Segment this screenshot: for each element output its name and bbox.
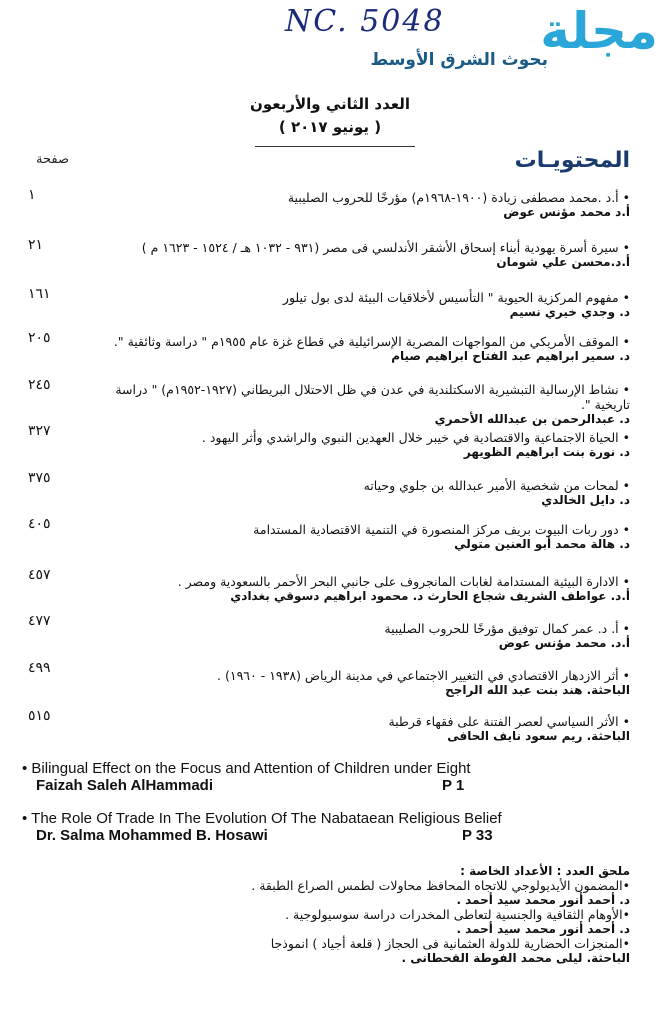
article-title: • الادارة البيئية المستدامة لغابات المانجروف على جانبي البحر الأحمر بالسعودية ومصر .	[177, 574, 630, 589]
article-title: • الموقف الأمريكي من المواجهات المصرية الإسرائيلية في قطاع غزة عام ١٩٥٥م " دراسة وثائقية ".	[113, 334, 630, 349]
article-author: أ.د. عواطف الشريف شجاع الحارث د. محمود ابراهيم دسوقي بغدادي	[230, 589, 630, 603]
article-author: د. نورة بنت ابراهيم الظويهر	[463, 445, 630, 459]
article-page: ٤٩٩	[28, 660, 51, 676]
article-author: د. هالة محمد أبو العنين متولي	[454, 537, 630, 551]
english-article	[22, 810, 642, 847]
bullet-icon: •	[22, 760, 32, 777]
annex-item-author: د. أحمد أنور محمد سيد أحمد .	[456, 922, 630, 936]
annex-item-title: •المضمون الأيديولوجي للاتجاه المحافظ محاولات لطمس الصراع الطبقة .	[251, 878, 630, 893]
article-author: أ.د. محمد مؤنس عوض	[498, 636, 630, 650]
article-author: الباحثة. ريم سعود نايف الحافى	[447, 729, 630, 743]
annex-item-author: الباحثة. ليلى محمد الفوطة القحطانى .	[401, 951, 630, 965]
article-page: ٢٠٥	[28, 330, 51, 346]
english-article-title: The Role Of Trade In The Evolution Of The Nabataean Religious Belief	[31, 810, 502, 827]
article-entry	[110, 240, 630, 269]
article-title: • نشاط الإرسالية التبشيرية الاسكتلندية في عدن في ظل الاحتلال البريطاني (١٩٢٧-١٩٥٢م) " دراسة تاريخية ".	[115, 382, 630, 412]
article-page: ٥١٥	[28, 708, 51, 724]
article-entry	[110, 714, 630, 743]
article-author: الباحثة. هند بنت عبد الله الراجح	[445, 683, 630, 697]
article-page: ٢٤٥	[28, 377, 51, 393]
issue-number: العدد الثاني والأربعون	[250, 95, 410, 113]
article-title: • دور ربات البيوت بريف مركز المنصورة في التنمية الاقتصادية المستدامة	[253, 522, 630, 537]
article-entry	[110, 668, 630, 697]
article-entry	[110, 190, 630, 219]
article-entry	[110, 382, 630, 426]
journal-subtitle: بحوث الشرق الأوسط	[370, 50, 548, 70]
issue-date: ( يونيو ٢٠١٧ )	[278, 118, 382, 136]
annex-heading: ملحق العدد : الأعداد الخاصة :	[460, 864, 630, 878]
article-title: • الحياة الاجتماعية والاقتصادية في خيبر خلال العهدين النبوي والراشدي وأثر اليهود .	[201, 430, 630, 445]
article-page: ٣٧٥	[28, 470, 51, 486]
article-title: • سيرة أسرة يهودية أبناء إسحاق الأشقر الأندلسي فى مصر (٩٣١ - ١٠٣٢ هـ / ١٥٢٤ - ١٦٢٣ م )	[141, 240, 630, 255]
article-title: • أ. د. عمر كمال توفيق مؤرخًا للحروب الصليبية	[384, 621, 630, 636]
article-author: أ.د محمد مؤنس عوض	[503, 205, 630, 219]
article-entry	[110, 478, 630, 507]
article-title: • الأثر السياسي لعصر الفتنة على فقهاء قرطبة	[388, 714, 630, 729]
article-entry	[110, 522, 630, 551]
article-author: أ.د.محسن علي شومان	[496, 255, 630, 269]
article-page: ١٦١	[28, 286, 51, 302]
english-article	[22, 760, 642, 797]
annex-section	[70, 864, 630, 965]
article-author: د. عبدالرحمن بن عبدالله الأحمري	[434, 412, 630, 426]
article-title: • أثر الازدهار الاقتصادي في التغيير الاجتماعي في مدينة الرياض (١٩٣٨ - ١٩٦٠) .	[217, 668, 630, 683]
article-page: ٣٢٧	[28, 423, 51, 439]
article-author: د. وجدي خيري نسيم	[509, 305, 630, 319]
article-entry	[110, 621, 630, 650]
article-entry	[110, 574, 630, 603]
english-article-title: Bilingual Effect on the Focus and Attention of Children under Eight	[31, 760, 471, 777]
article-entry	[110, 430, 630, 459]
english-article-author: Dr. Salma Mohammed B. Hosawi	[36, 827, 268, 844]
article-entry	[110, 290, 630, 319]
english-article-author: Faizah Saleh AlHammadi	[36, 777, 213, 794]
article-entry	[110, 334, 630, 363]
article-title: • مفهوم المركزية الحيوية " التأسيس لأخلاقيات البيئة لدى بول تيلور	[282, 290, 630, 305]
article-page: ٤٧٧	[28, 613, 51, 629]
article-title: • أ.د .محمد مصطفى زيادة (١٩٠٠-١٩٦٨م) مؤرخًا للحروب الصليبية	[287, 190, 630, 205]
bullet-icon: •	[22, 810, 32, 827]
annex-item-author: د. أحمد أنور محمد سيد أحمد .	[456, 893, 630, 907]
article-title: • لمحات من شخصية الأمير عبدالله بن جلوي وحياته	[363, 478, 630, 493]
journal-logo: مجلة	[540, 2, 658, 60]
article-page: ١	[28, 187, 36, 203]
article-page: ٤٥٧	[28, 567, 51, 583]
article-author: د. دايل الخالدي	[541, 493, 630, 507]
article-author: د. سمير ابراهيم عبد الفتاح ابراهيم صيام	[391, 349, 630, 363]
contents-heading: المحتويـات	[514, 148, 630, 173]
article-page: ٢١	[28, 237, 44, 253]
english-article-page: P 33	[462, 827, 493, 844]
handwritten-code: NC. 5048	[285, 4, 445, 39]
annex-item-title: •المنجزات الحضارية للدولة العثمانية فى الحجاز ( قلعة أجياد ) انموذجا	[270, 936, 630, 951]
annex-item-title: •الأوهام الثقافية والجنسية لتعاطى المخدرات دراسة سوسيولوجية .	[285, 907, 630, 922]
page-column-heading: صفحة	[36, 152, 69, 167]
english-article-page: P 1	[442, 777, 465, 794]
article-page: ٤٠٥	[28, 516, 51, 532]
